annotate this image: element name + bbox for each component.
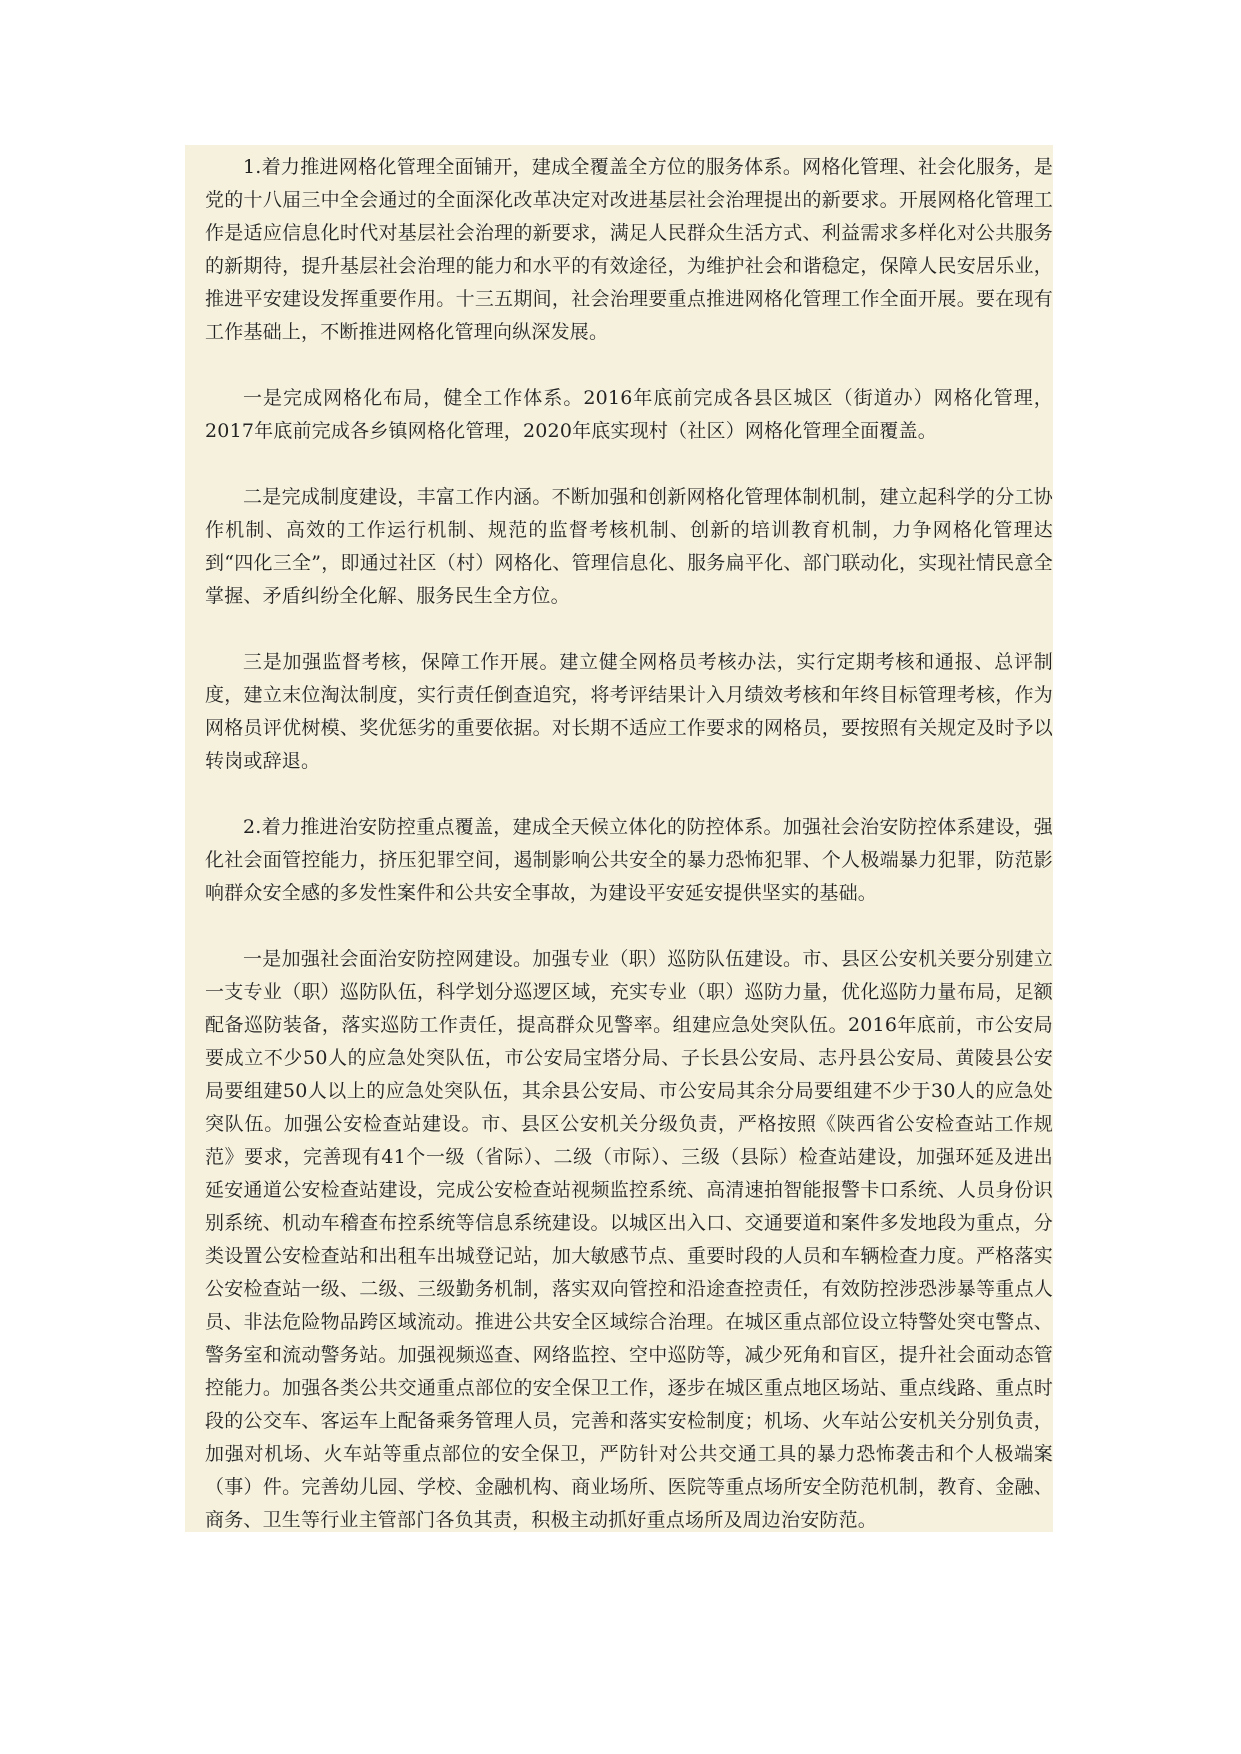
paragraph-grid-layout: 一是完成网格化布局，健全工作体系。2016年底前完成各县区城区（街道办）网格化管理，2017年底前完成各乡镇网格化管理，2020年底实现村（社区）网格化管理全面覆盖。 <box>205 387 1053 442</box>
document-content <box>185 145 1053 1532</box>
paragraph-security-control: 2.着力推进治安防控重点覆盖，建成全天候立体化的防控体系。加强社会治安防控体系建设，强化社会面管控能力，挤压犯罪空间，遏制影响公共安全的暴力恐怖犯罪、个人极端暴力犯罪，防范影响群众安全感的多发性案件和公共安全事故，为建设平安延安提供坚实的基础。 <box>205 816 1053 904</box>
paragraph-system-building: 二是完成制度建设，丰富工作内涵。不断加强和创新网格化管理体制机制，建立起科学的分工协作机制、高效的工作运行机制、规范的监督考核机制、创新的培训教育机制，力争网格化管理达到“四化三全”，即通过社区（村）网格化、管理信息化、服务扁平化、部门联动化，实现社情民意全掌握、矛盾纠纷全化解、服务民生全方位。 <box>205 486 1053 607</box>
paragraph-public-security-network: 一是加强社会面治安防控网建设。加强专业（职）巡防队伍建设。市、县区公安机关要分别建立一支专业（职）巡防队伍，科学划分巡逻区域，充实专业（职）巡防力量，优化巡防力量布局，足额配备巡防装备，落实巡防工作责任，提高群众见警率。组建应急处突队伍。2016年底前，市公安局要成立不少50人的应急处突队伍，市公安局宝塔分局、子长县公安局、志丹县公安局、黄陵县公安局要组建50人以上的应急处突队伍，其余县公安局、市公安局其余分局要组建不少于30人的应急处突队伍。加强公安检查站建设。市、县区公安机关分级负责，严格按照《陕西省公安检查站工作规范》要求，完善现有41个一级（省际）、二级（市际）、三级（县际）检查站建设，加强环延及进出延安通道公安检查站建设，完成公安检查站视频监控系统、高清速拍智能报警卡口系统、人员身份识别系统、机动车稽查布控系统等信息系统建设。以城区出入口、交通要道和案件多发地段为重点，分类设置公安检查站和出租车出城登记站，加大敏感节点、重要时段的人员和车辆检查力度。严格落实公安检查站一级、二级、三级勤务机制，落实双向管控和沿途查控责任，有效防控涉恐涉暴等重点人员、非法危险物品跨区域流动。推进公共安全区域综合治理。在城区重点部位设立特警处突屯警点、警务室和流动警务站。加强视频巡查、网络监控、空中巡防等，减少死角和盲区，提升社会面动态管控能力。加强各类公共交通重点部位的安全保卫工作，逐步在城区重点地区场站、重点线路、重点时段的公交车、客运车上配备乘务管理人员，完善和落实安检制度；机场、火车站公安机关分别负责，加强对机场、火车站等重点部位的安全保卫，严防针对公共交通工具的暴力恐怖袭击和个人极端案（事）件。完善幼儿园、学校、金融机构、商业场所、医院等重点场所安全防范机制，教育、金融、商务、卫生等行业主管部门各负其责，积极主动抓好重点场所及周边治安防范。 <box>205 948 1053 1531</box>
paragraph-supervision: 三是加强监督考核，保障工作开展。建立健全网格员考核办法，实行定期考核和通报、总评制度，建立末位淘汰制度，实行责任倒查追究，将考评结果计入月绩效考核和年终目标管理考核，作为网格员评优树模、奖优惩劣的重要依据。对长期不适应工作要求的网格员，要按照有关规定及时予以转岗或辞退。 <box>205 651 1053 772</box>
paragraph-grid-management: 1.着力推进网格化管理全面铺开，建成全覆盖全方位的服务体系。网格化管理、社会化服务，是党的十八届三中全会通过的全面深化改革决定对改进基层社会治理提出的新要求。开展网格化管理工作是适应信息化时代对基层社会治理的新要求，满足人民群众生活方式、利益需求多样化对公共服务的新期待，提升基层社会治理的能力和水平的有效途径，为维护社会和谐稳定，保障人民安居乐业，推进平安建设发挥重要作用。十三五期间，社会治理要重点推进网格化管理工作全面开展。要在现有工作基础上，不断推进网格化管理向纵深发展。 <box>205 156 1053 343</box>
